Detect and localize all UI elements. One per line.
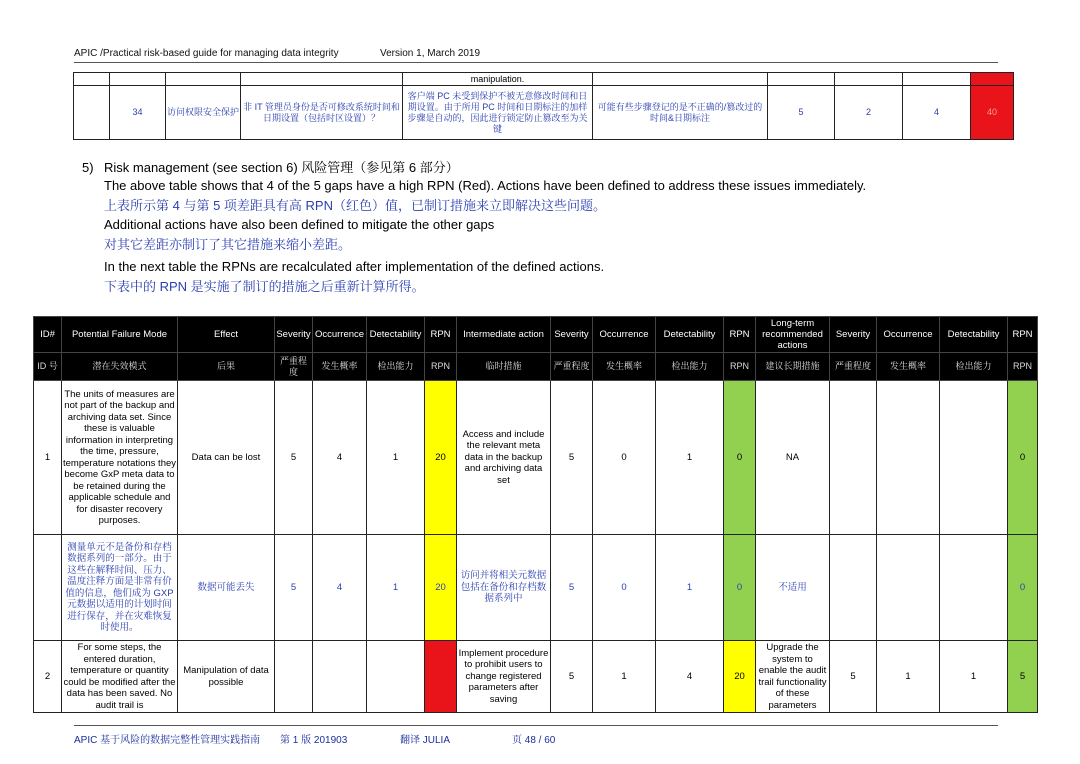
table-row: [74, 86, 1014, 140]
paragraph-en: In the next table the RPNs are recalculated after implementation of the defined actions.: [104, 259, 605, 274]
column-header: 潜在失效模式: [62, 353, 178, 381]
table-row: [34, 381, 1038, 535]
severity-cell: [275, 641, 313, 713]
severity-cell: 5: [275, 381, 313, 535]
failure-mode-cell: 测量单元不是备份和存档数据系列的一部分。由于这些在解释时间、压力、温度注释方面是非常有价值的信息，他们成为 GXP 元数据以适用的计划时间进行保存，并在灾难恢复时使用。: [62, 535, 178, 641]
column-header: Detectability: [940, 317, 1008, 353]
occurrence-cell: 1: [877, 641, 940, 713]
occurrence-cell: 4: [313, 535, 367, 641]
rpn-cell: 20: [425, 535, 457, 641]
document-title: APIC /Practical risk-based guide for managing data integrity: [74, 48, 339, 59]
paragraph-en: The above table shows that 4 of the 5 gaps have a high RPN (Red). Actions have been defined to address these issues immediately.: [104, 178, 867, 193]
severity-cell: [830, 381, 877, 535]
detectability-cell: 1: [940, 641, 1008, 713]
longterm-action-cell: NA: [756, 381, 830, 535]
footer-edition: 第 1 版 201903: [280, 735, 348, 746]
footer-doc-title: APIC 基于风险的数据完整性管理实践指南: [74, 735, 261, 746]
column-header: Occurrence: [877, 317, 940, 353]
column-header: 临时措施: [457, 353, 551, 381]
id-cell: 1: [34, 381, 62, 535]
cause-cell: 客户端 PC 未受到保护不被无意修改时间和日期设置。由于所用 PC 时间和日期标注的加样步骤是自动的，因此进行锁定防止篡改至为关键: [403, 86, 593, 140]
paragraph-en: Additional actions have also been defined to mitigate the other gaps: [104, 217, 495, 232]
detectability-cell: 4: [903, 86, 971, 140]
id-cell: [34, 535, 62, 641]
column-header: 发生概率: [313, 353, 367, 381]
effect-cell: Data can be lost: [178, 381, 275, 535]
severity-cell: [830, 535, 877, 641]
rpn-cell: 40: [971, 86, 1014, 140]
header-divider: [74, 62, 998, 63]
column-header: 发生概率: [593, 353, 656, 381]
column-header: 检出能力: [940, 353, 1008, 381]
longterm-action-cell: Upgrade the system to enable the audit trail functionality of these parameters: [756, 641, 830, 713]
column-header: Severity: [830, 317, 877, 353]
severity-cell: 5: [830, 641, 877, 713]
occurrence-cell: [313, 641, 367, 713]
effect-cell: 非 IT 管理员身份是否可修改系统时间和日期设置（包括时区设置）？: [241, 86, 403, 140]
column-header: RPN: [1008, 353, 1038, 381]
column-header: Occurrence: [313, 317, 367, 353]
occurrence-cell: 2: [835, 86, 903, 140]
effect-cell: 数据可能丢失: [178, 535, 275, 641]
column-header: Long-term recommended actions: [756, 317, 830, 353]
rpn-cell: 5: [1008, 641, 1038, 713]
column-header: RPN: [724, 353, 756, 381]
detectability-cell: [367, 641, 425, 713]
column-header: 严重程度: [830, 353, 877, 381]
header-row-en: [34, 317, 1038, 353]
column-header: 后果: [178, 353, 275, 381]
column-header: 检出能力: [656, 353, 724, 381]
rpn-cell: 0: [724, 381, 756, 535]
table-row: [34, 641, 1038, 713]
rpn-cell: 0: [1008, 381, 1038, 535]
column-header: Occurrence: [593, 317, 656, 353]
failure-mode-cell: The units of measures are not part of the backup and archiving data set. Since these is valuable information in interpreting the time, pressure, temperature notations they become GxP meta data to be retained during the applicable schedule and for disaster recovery purposes.: [62, 381, 178, 535]
detectability-cell: 1: [656, 381, 724, 535]
paragraph-cn: 上表所示第 4 与第 5 项差距具有高 RPN（红色）值，已制订措施来立即解决这些问题。: [104, 197, 606, 213]
column-header: RPN: [425, 317, 457, 353]
column-header: RPN: [724, 317, 756, 353]
column-header: 建议长期措施: [756, 353, 830, 381]
failure-mode-cell: 访问权限安全保护: [166, 86, 241, 140]
header-row-cn: [34, 353, 1038, 381]
occurrence-cell: 1: [593, 641, 656, 713]
column-header: 发生概率: [877, 353, 940, 381]
occurrence-cell: [877, 381, 940, 535]
id-cell: 34: [110, 86, 166, 140]
intermediate-action-cell: 访问并将相关元数据包括在备份和存档数据系列中: [457, 535, 551, 641]
rpn-cell: 20: [425, 381, 457, 535]
detectability-cell: [940, 381, 1008, 535]
detectability-cell: 1: [367, 381, 425, 535]
column-header: RPN: [1008, 317, 1038, 353]
severity-cell: 5: [551, 535, 593, 641]
column-header: RPN: [425, 353, 457, 381]
table-row: [34, 535, 1038, 641]
longterm-action-cell: 不适用: [756, 535, 830, 641]
column-header: Severity: [551, 317, 593, 353]
column-header: Detectability: [367, 317, 425, 353]
severity-cell: 5: [551, 641, 593, 713]
detectability-cell: 4: [656, 641, 724, 713]
column-header: 严重程度: [551, 353, 593, 381]
column-header: Detectability: [656, 317, 724, 353]
control-cell: 可能有些步骤登记的是不正确的/篡改过的时间&日期标注: [593, 86, 768, 140]
partial-row: [74, 73, 1014, 86]
intermediate-action-cell: Implement procedure to prohibit users to change registered parameters after saving: [457, 641, 551, 713]
detectability-cell: [940, 535, 1008, 641]
effect-cell: Manipulation of data possible: [178, 641, 275, 713]
severity-cell: 5: [275, 535, 313, 641]
footer-divider: [74, 725, 998, 726]
previous-risk-table: [73, 72, 1014, 140]
rpn-cell: 0: [1008, 535, 1038, 641]
column-header: Effect: [178, 317, 275, 353]
risk-management-section: [82, 157, 982, 296]
column-header: ID#: [34, 317, 62, 353]
page-header: [74, 48, 481, 59]
section-heading: [82, 157, 982, 176]
severity-cell: 5: [551, 381, 593, 535]
column-header: Intermediate action: [457, 317, 551, 353]
occurrence-cell: [877, 535, 940, 641]
column-header: 严重程度: [275, 353, 313, 381]
paragraph-cn: 对其它差距亦制订了其它措施来缩小差距。: [104, 236, 352, 252]
id-cell: 2: [34, 641, 62, 713]
column-header: Potential Failure Mode: [62, 317, 178, 353]
footer-translator: 翻译 JULIA: [400, 735, 451, 746]
rpn-cell: [425, 641, 457, 713]
section-title: Risk management (see section 6) 风险管理（参见第 6 部分）: [104, 160, 459, 175]
section-number: 5): [82, 160, 94, 175]
intermediate-action-cell: Access and include the relevant meta data in the backup and archiving data set: [457, 381, 551, 535]
failure-mode-cell: For some steps, the entered duration, temperature or quantity could be modified after the data has been saved. No audit trail is: [62, 641, 178, 713]
footer-page-number: 页 48 / 60: [512, 735, 556, 746]
rpn-cell: 0: [724, 535, 756, 641]
document-version: Version 1, March 2019: [380, 48, 481, 59]
occurrence-cell: 4: [313, 381, 367, 535]
occurrence-cell: 0: [593, 535, 656, 641]
column-header: 检出能力: [367, 353, 425, 381]
detectability-cell: 1: [367, 535, 425, 641]
paragraph-cn: 下表中的 RPN 是实施了制订的措施之后重新计算所得。: [104, 278, 425, 294]
fmea-table: [33, 316, 1038, 713]
severity-cell: 5: [768, 86, 835, 140]
partial-cause-cell: manipulation.: [403, 73, 593, 86]
column-header: ID 号: [34, 353, 62, 381]
occurrence-cell: 0: [593, 381, 656, 535]
column-header: Severity: [275, 317, 313, 353]
rpn-cell: 20: [724, 641, 756, 713]
detectability-cell: 1: [656, 535, 724, 641]
